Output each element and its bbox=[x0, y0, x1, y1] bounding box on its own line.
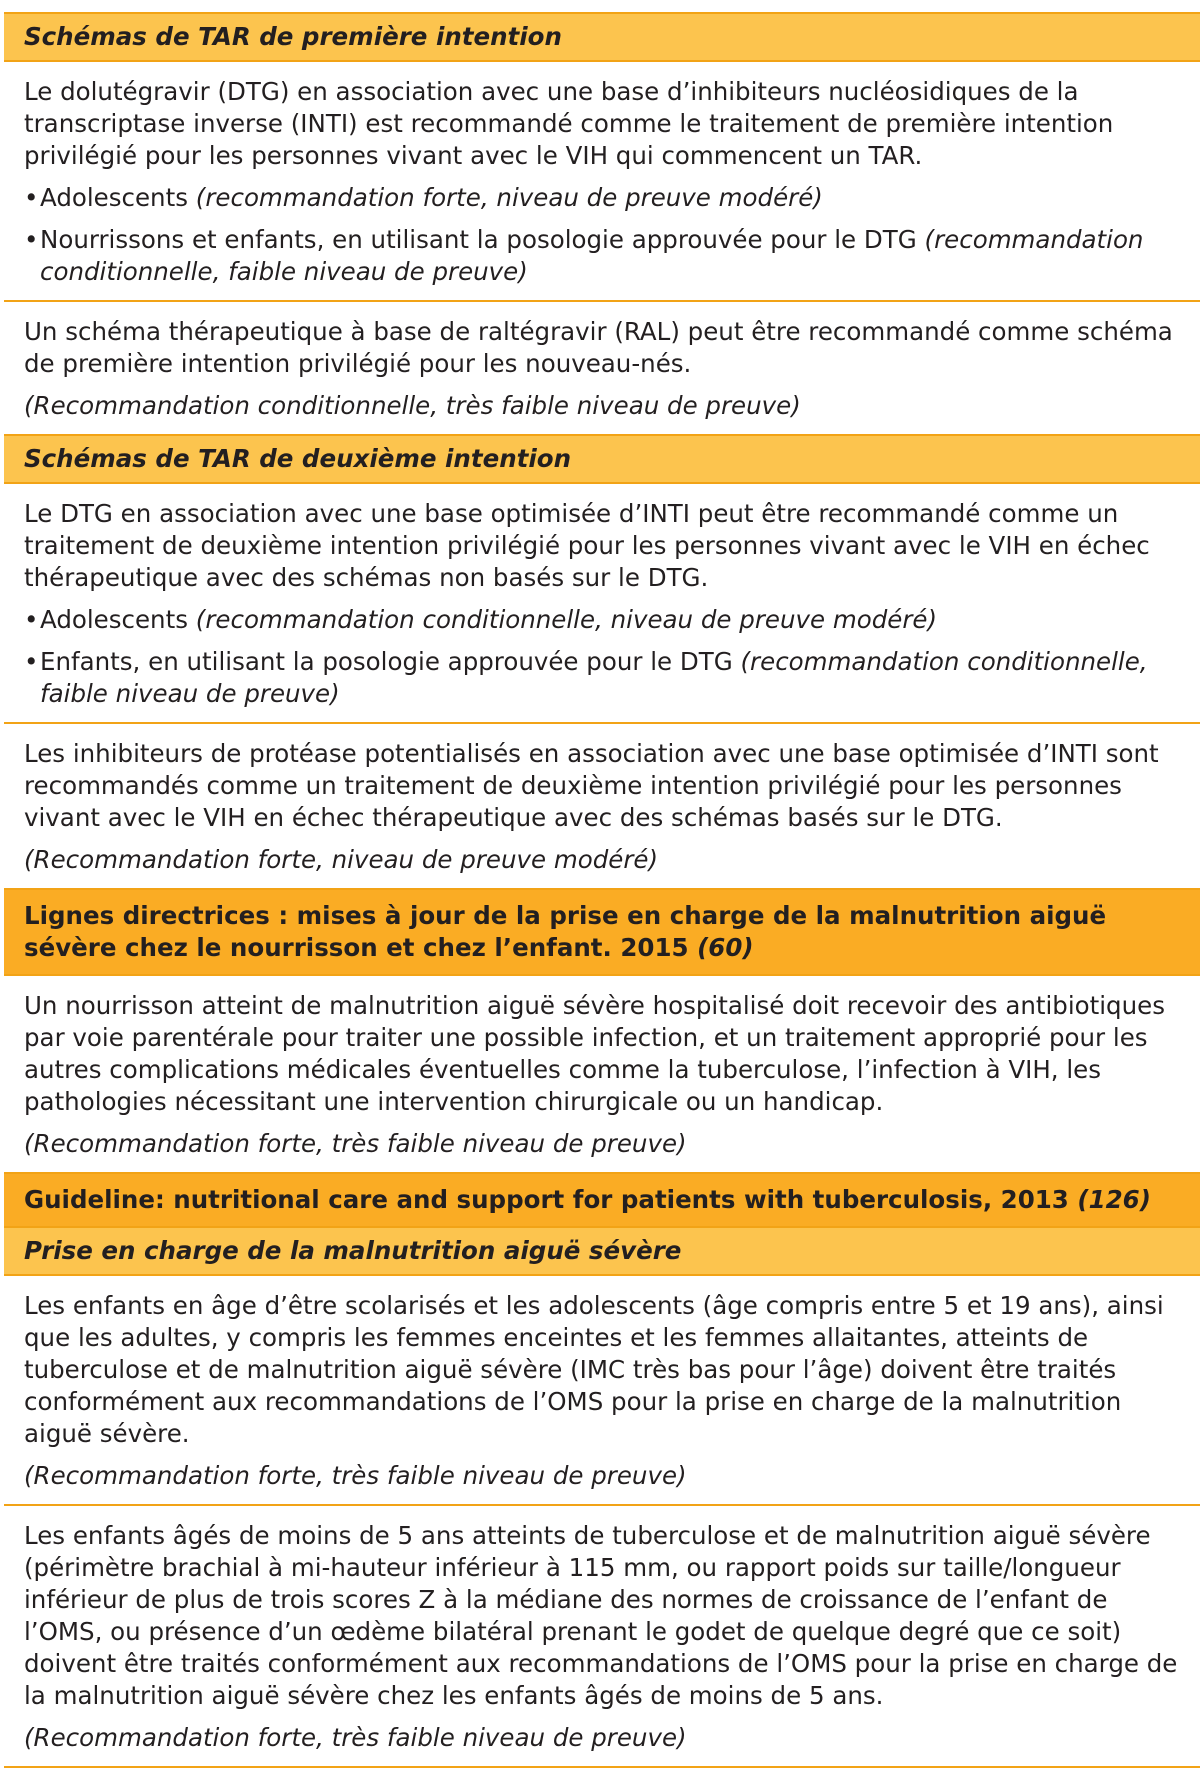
bullet-rec: (recommandation forte, niveau de preuve modéré) bbox=[195, 183, 823, 212]
bullet-text: Enfants, en utilisant la posologie approuvée pour le DTG bbox=[40, 647, 733, 676]
recommendation-infant-antibiotics bbox=[4, 976, 1200, 1174]
recommendation-strength: (Recommandation forte, niveau de preuve modéré) bbox=[24, 845, 659, 874]
recommendation-dtg-first-line bbox=[4, 62, 1200, 302]
section-title: Schémas de TAR de deuxième intention bbox=[24, 444, 572, 473]
guideline-header-tuberculosis-2013 bbox=[4, 1174, 1200, 1228]
section-header-first-line bbox=[4, 14, 1200, 62]
guideline-title: Guideline: nutritional care and support for patients with tuberculosis, 2013 (126) bbox=[24, 1185, 1151, 1214]
recommendation-text: Le dolutégravir (DTG) en association avec une base d’inhibiteurs nucléosidiques de la transcriptase inverse (INTI) est recommandé comme le traitement de première intention privilégié pour les personnes vivant avec le VIH qui commencent un TAR. bbox=[24, 77, 1114, 170]
guideline-header-malnutrition-2015 bbox=[4, 890, 1200, 976]
bullet-text: Adolescents bbox=[40, 183, 188, 212]
bullet-rec: (recommandation conditionnelle, faible niveau de preuve) bbox=[40, 647, 1148, 708]
section-header-second-line bbox=[4, 436, 1200, 484]
guideline-reference: (60) bbox=[697, 933, 754, 962]
recommendation-strength: (Recommandation forte, très faible niveau de preuve) bbox=[24, 1461, 687, 1490]
recommendation-strength: (Recommandation forte, très faible niveau de preuve) bbox=[24, 1723, 687, 1752]
guideline-title: Lignes directrices : mises à jour de la prise en charge de la malnutrition aiguë sévère chez le nourrisson et chez l’enfant. 2015 (60) bbox=[24, 901, 1107, 962]
bullet-list bbox=[24, 182, 1180, 288]
recommendation-text: Les enfants en âge d’être scolarisés et les adolescents (âge compris entre 5 et 19 ans), ainsi que les adultes, y compris les femmes enceintes et les femmes allaitantes, atteints de tuberculose et de malnutrition aiguë sévère (IMC très bas pour l’âge) doivent être traités conformément aux recommandations de l’OMS pour la prise en charge de la malnutrition aiguë sévère. bbox=[24, 1291, 1164, 1448]
recommendation-text: Le DTG en association avec une base optimisée d’INTI peut être recommandé comme un traitement de deuxième intention privilégié pour les personnes vivant avec le VIH en échec thérapeutique avec des schémas non basés sur le DTG. bbox=[24, 499, 1150, 592]
bullet-list bbox=[24, 604, 1180, 710]
bullet-text: Nourrissons et enfants, en utilisant la posologie approuvée pour le DTG bbox=[40, 225, 917, 254]
bullet-glyph: • bbox=[24, 183, 39, 212]
guideline-reference: (126) bbox=[1077, 1185, 1151, 1214]
bullet-item bbox=[24, 604, 1180, 636]
bullet-rec: (recommandation conditionnelle, niveau de preuve modéré) bbox=[195, 605, 938, 634]
recommendation-text: Un schéma thérapeutique à base de raltégravir (RAL) peut être recommandé comme schéma de première intention privilégié pour les nouveau-nés. bbox=[24, 317, 1173, 378]
bullet-text: Adolescents bbox=[40, 605, 188, 634]
section-title: Schémas de TAR de première intention bbox=[24, 22, 562, 51]
recommendation-boosted-pi bbox=[4, 724, 1200, 890]
recommendation-under-five-tb bbox=[4, 1506, 1200, 1768]
section-header-sam-management bbox=[4, 1228, 1200, 1276]
recommendation-strength: (Recommandation forte, très faible niveau de preuve) bbox=[24, 1129, 687, 1158]
recommendation-dtg-second-line bbox=[4, 484, 1200, 724]
bullet-item bbox=[24, 224, 1180, 288]
bullet-glyph: • bbox=[24, 605, 39, 634]
recommendation-strength: (Recommandation conditionnelle, très faible niveau de preuve) bbox=[24, 391, 801, 420]
bullet-item bbox=[24, 182, 1180, 214]
recommendation-text: Un nourrisson atteint de malnutrition aiguë sévère hospitalisé doit recevoir des antibiotiques par voie parentérale pour traiter une possible infection, et un traitement approprié pour les autres complications médicales éventuelles comme la tuberculose, l’infection à VIH, les pathologies nécessitant une intervention chirurgicale ou un handicap. bbox=[24, 991, 1165, 1116]
recommendations-table bbox=[4, 12, 1200, 1768]
bullet-glyph: • bbox=[24, 647, 39, 676]
bullet-item bbox=[24, 646, 1180, 710]
recommendation-ral-newborns bbox=[4, 302, 1200, 436]
recommendation-school-age-tb bbox=[4, 1276, 1200, 1506]
bullet-rec: (recommandation conditionnelle, faible niveau de preuve) bbox=[40, 225, 1144, 286]
section-title: Prise en charge de la malnutrition aiguë sévère bbox=[24, 1236, 682, 1265]
bullet-glyph: • bbox=[24, 225, 39, 254]
recommendation-text: Les enfants âgés de moins de 5 ans atteints de tuberculose et de malnutrition aiguë sévère (périmètre brachial à mi-hauteur inférieur à 115 mm, ou rapport poids sur taille/longueur inférieur de plus de trois scores Z à la médiane des normes de croissance de l’enfant de l’OMS, ou présence d’un œdème bilatéral prenant le godet de quelque degré que ce soit) doivent être traités conformément aux recommandations de l’OMS pour la prise en charge de la malnutrition aiguë sévère chez les enfants âgés de moins de 5 ans. bbox=[24, 1521, 1178, 1710]
recommendation-text: Les inhibiteurs de protéase potentialisés en association avec une base optimisée d’INTI sont recommandés comme un traitement de deuxième intention privilégié pour les personnes vivant avec le VIH en échec thérapeutique avec des schémas basés sur le DTG. bbox=[24, 739, 1159, 832]
